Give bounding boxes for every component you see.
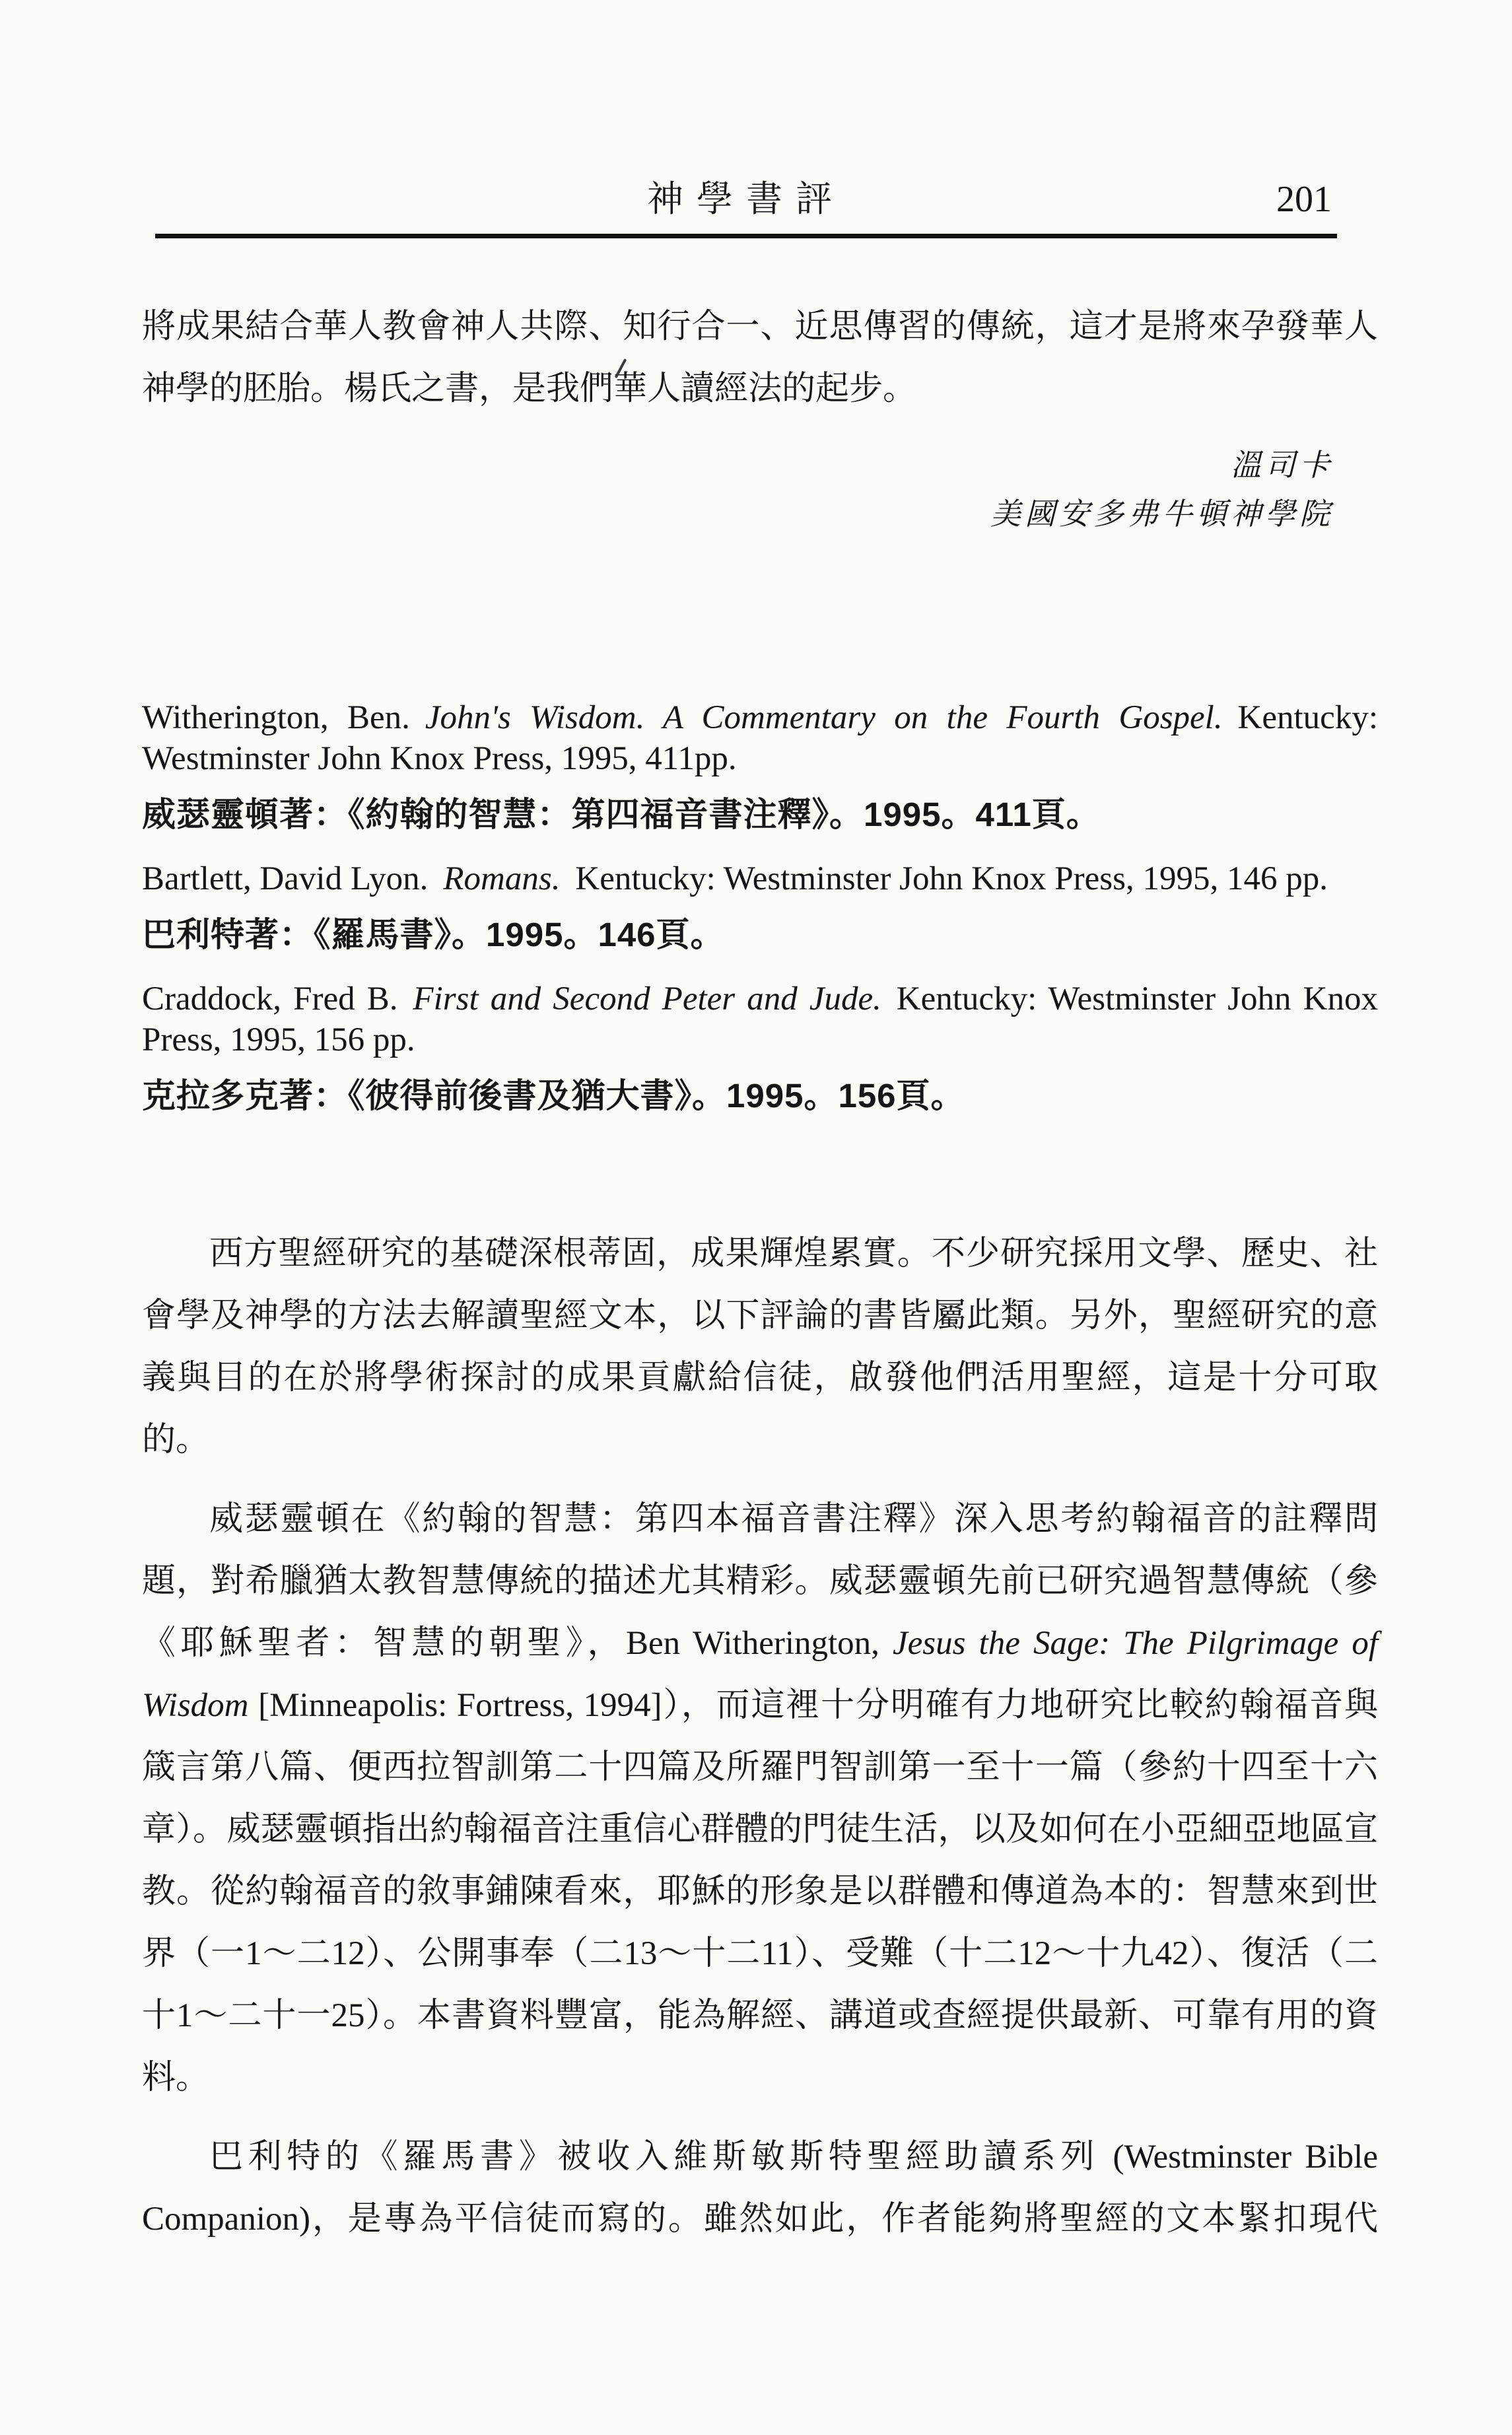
bibliography-entry-english xyxy=(142,697,1378,779)
page-number: 201 xyxy=(1276,179,1332,220)
page-header xyxy=(155,173,1337,226)
bibliography-entry-chinese: 克拉多克著：《彼得前後書及猶大書》。1995。156頁。 xyxy=(142,1077,965,1115)
signature-name: 溫司卡 xyxy=(1231,448,1334,482)
bibliography-entry-chinese: 巴利特著：《羅馬書》。1995。146頁。 xyxy=(142,916,725,953)
review-paragraph-witherington: 威瑟靈頓在《約翰的智慧：第四本福音書注釋》深入思考約翰福音的註釋問題，對希臘猶太教智慧傳統的描述尤其精彩。威瑟靈頓先前已研究過智慧傳統（參《耶穌聖者：智慧的朝聖》，Ben Witherington, Jesus the Sage: The Pilgrimage of Wisdom [Minneapolis: Fortress, 1994]），而這裡十分明確有力地研究比較約翰福音與箴言第八篇、便西拉智訓第二十四篇及所羅門智訓第一至十一篇（參約十四至十六章）。威瑟靈頓指出約翰福音注重信心群體的門徒生活，以及如何在小亞細亞地區宣教。從約翰福音的敘事鋪陳看來，耶穌的形象是以群體和傳道為本的：智慧來到世界（一1～二12）、公開事奉（二13～十二11）、受難（十二12～十九42）、復活（二十1～二十一25）。本書資料豐富，能為解經、講道或查經提供最新、可靠有用的資料。 xyxy=(142,1501,1378,2096)
bib-title: Romans. xyxy=(443,860,561,897)
bib-title: John's Wisdom. A Commentary on the Fourth Gospel. xyxy=(425,699,1223,736)
signature-affiliation: 美國安多弗牛頓神學院 xyxy=(990,497,1334,531)
page-title: 神學書評 xyxy=(646,179,845,219)
bibliography-entry-bartlett xyxy=(142,858,1378,955)
review-section xyxy=(142,1223,1378,2250)
review-paragraph-bartlett: 巴利特的《羅馬書》被收入維斯敏斯特聖經助讀系列 (Westminster Bible Companion)，是專為平信徒而寫的。雖然如此，作者能夠將聖經的文本緊扣現代 xyxy=(142,2139,1378,2238)
bib-publication: Kentucky: Westminster John Knox Press, 1995, 411pp. xyxy=(142,699,1378,777)
bib-author: Craddock, Fred B. xyxy=(142,980,398,1017)
header-rule xyxy=(155,234,1337,238)
bib-author: Bartlett, David Lyon. xyxy=(142,860,429,897)
bibliography-entry-witherington xyxy=(142,697,1378,835)
bib-author: Witherington, Ben. xyxy=(142,699,410,736)
bibliography-entry-chinese: 威瑟靈頓著：《約翰的智慧：第四福音書注釋》。1995。411頁。 xyxy=(142,796,1101,833)
bib-publication: Kentucky: Westminster John Knox Press, 1995, 156 pp. xyxy=(142,980,1378,1058)
bib-publication: Kentucky: Westminster John Knox Press, 1995, 146 pp. xyxy=(575,860,1328,897)
bib-title: First and Second Peter and Jude. xyxy=(413,980,881,1017)
bibliography-entry-craddock xyxy=(142,978,1378,1116)
review-paragraph-overview: 西方聖經研究的基礎深根蒂固，成果輝煌累實。不少研究採用文學、歷史、社會學及神學的方法去解讀聖經文本，以下評論的書皆屬此類。另外，聖經研究的意義與目的在於將學術探討的成果貢獻給信徒，啟發他們活用聖經，這是十分可取的。 xyxy=(142,1235,1378,1458)
bibliography-entry-english xyxy=(142,858,1378,899)
bibliography-entry-english xyxy=(142,978,1378,1060)
intro-paragraph: 將成果結合華人教會神人共際、知行合一、近思傳習的傳統，這才是將來孕發華人神學的胚胎。楊氏之書，是我們華人讀經法的起步。 xyxy=(142,308,1378,407)
bibliography-section xyxy=(142,697,1378,1116)
signature-block xyxy=(142,441,1334,539)
